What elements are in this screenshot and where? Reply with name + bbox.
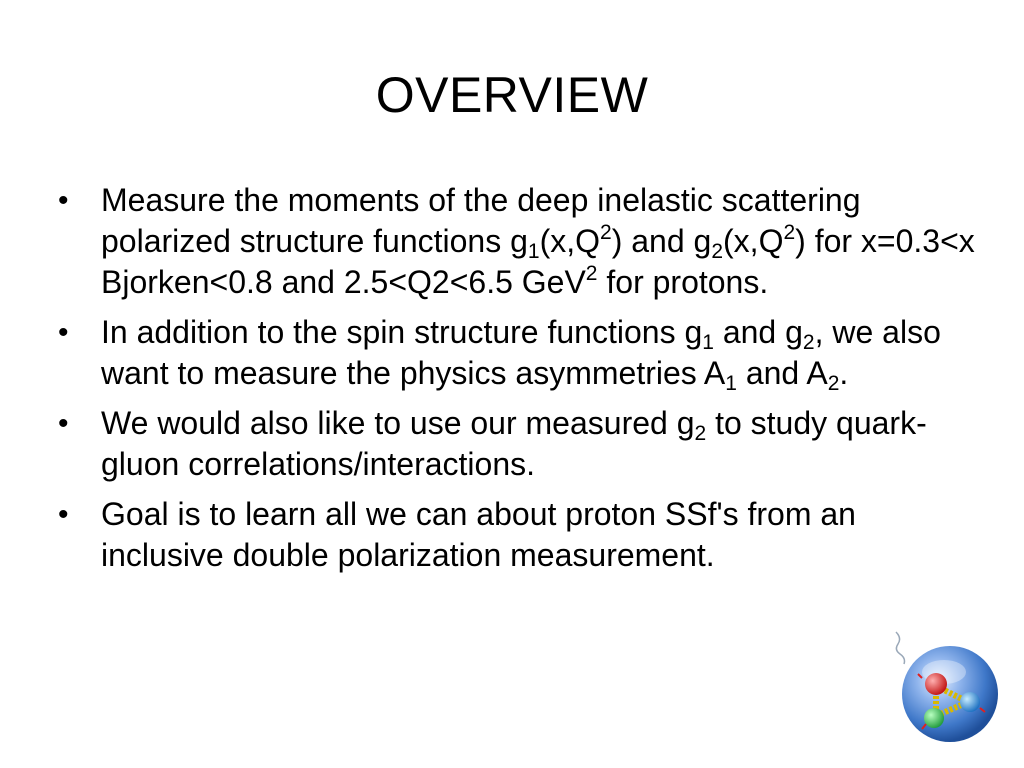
- subscript: 2: [827, 372, 840, 395]
- subscript: 1: [527, 240, 540, 263]
- bullet-dot: •: [58, 316, 69, 349]
- bullet-list: [58, 180, 978, 585]
- superscript: 2: [600, 221, 612, 244]
- bullet-text: and g: [713, 314, 803, 350]
- subscript: 2: [694, 422, 707, 445]
- bullet-dot: •: [58, 498, 69, 531]
- superscript: 2: [585, 262, 598, 285]
- bullet-text: In addition to the spin structure functions g: [101, 314, 703, 350]
- subscript: 2: [711, 240, 724, 263]
- bullet-item-3: [58, 403, 978, 485]
- bullet-item-1: [58, 180, 978, 303]
- bullet-text: (x,Q: [723, 223, 784, 259]
- bullet-text: for protons.: [597, 264, 769, 300]
- bullet-text: ) and g: [611, 223, 712, 259]
- bullet-text: Goal is to learn all we can about proton SSf's from an inclusive double polarization measurement.: [101, 496, 856, 573]
- bullet-text: , we also want to measure the physics asymmetries A: [101, 314, 941, 391]
- subscript: 1: [725, 372, 737, 395]
- subscript: 1: [702, 331, 714, 354]
- bullet-text: to study quark-gluon correlations/interactions.: [101, 405, 927, 482]
- bullet-text: Measure the moments of the deep inelastic scattering polarized structure functions g: [101, 182, 861, 259]
- bullet-item-2: [58, 312, 978, 394]
- bullet-item-4: [58, 494, 978, 576]
- subscript: 2: [802, 331, 815, 354]
- superscript: 2: [783, 221, 796, 244]
- bullet-text: .: [839, 355, 849, 391]
- bullet-text: and A: [736, 355, 828, 391]
- proton-sphere-icon: [892, 628, 1004, 746]
- slide-title: OVERVIEW: [375, 67, 649, 123]
- bullet-text: (x,Q: [539, 223, 601, 259]
- bullet-text: We would also like to use our measured g: [101, 405, 695, 441]
- bullet-dot: •: [58, 184, 69, 217]
- bullet-text: ) for x=0.3<x Bjorken<0.8 and 2.5<Q2<6.5 GeV: [101, 223, 975, 300]
- bullet-dot: •: [58, 407, 69, 440]
